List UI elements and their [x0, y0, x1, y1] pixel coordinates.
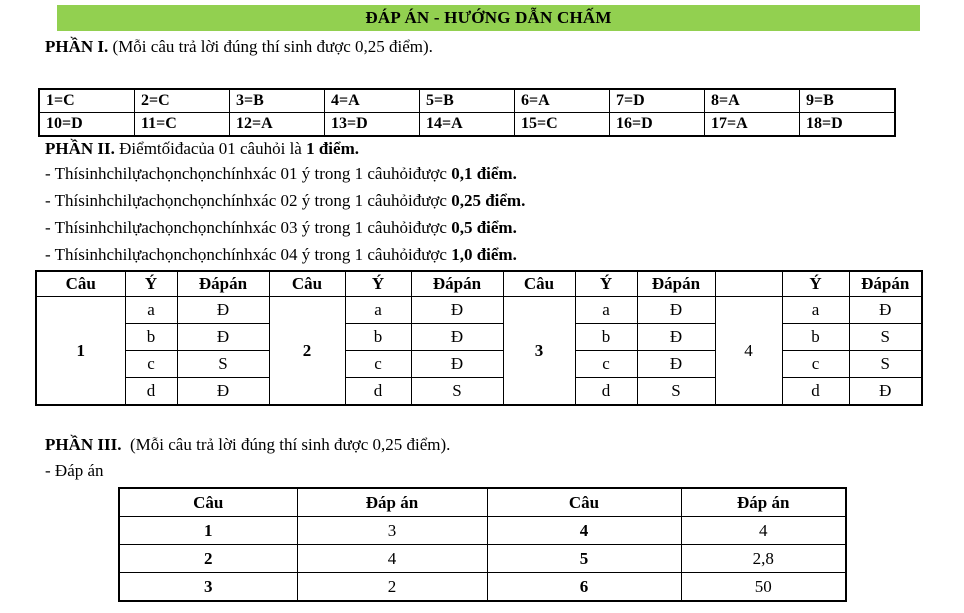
p2-q4-answer-a: Đ	[849, 297, 922, 324]
table-row	[36, 351, 922, 378]
p1-answer-cell: 4=A	[325, 89, 420, 113]
p2-header-cau: Câu	[503, 271, 575, 297]
p3-header-cau: Câu	[487, 488, 681, 517]
part3-dapan-line: - Đáp án	[45, 461, 104, 480]
p2-header-y: Ý	[782, 271, 849, 297]
part1-heading-note: (Mỗi câu trả lời đúng thí sinh được 0,25 điểm).	[108, 37, 433, 56]
p2-q1-item-b: b	[125, 324, 177, 351]
p2-header-cau: Câu	[36, 271, 125, 297]
rule-points: 0,25 điểm.	[451, 191, 526, 210]
p1-answer-cell: 1=C	[39, 89, 135, 113]
rule-points: 0,1 điểm.	[451, 164, 517, 183]
p3-q-answer: 4	[681, 517, 846, 545]
p2-q4-item-b: b	[782, 324, 849, 351]
p2-q3-item-b: b	[575, 324, 637, 351]
p3-q-answer: 50	[681, 573, 846, 602]
p2-q3-item-d: d	[575, 378, 637, 406]
p2-header-dapan: Đápán	[411, 271, 503, 297]
part1-answers-table	[38, 88, 896, 137]
table-header-row	[36, 271, 922, 297]
p2-header-y: Ý	[125, 271, 177, 297]
rule-points: 0,5 điểm.	[451, 218, 517, 237]
p3-q-number: 3	[119, 573, 297, 602]
rule-text: - Thísinhchilựachọnchọnchínhxác 04 ý trong 1 câuhỏiđược	[45, 245, 452, 264]
p3-q-answer: 3	[297, 517, 487, 545]
p2-q3-item-a: a	[575, 297, 637, 324]
p3-q-answer: 2	[297, 573, 487, 602]
p2-q1-item-c: c	[125, 351, 177, 378]
part2-rule-4	[45, 245, 517, 265]
p2-q4-answer-d: Đ	[849, 378, 922, 406]
p1-answer-cell: 6=A	[515, 89, 610, 113]
p3-q-number: 2	[119, 545, 297, 573]
p2-q1-answer-c: S	[177, 351, 269, 378]
table-header-row	[119, 488, 846, 517]
p2-q2-answer-a: Đ	[411, 297, 503, 324]
p2-q3-answer-a: Đ	[637, 297, 715, 324]
p1-answer-cell: 5=B	[420, 89, 515, 113]
p2-header-empty	[715, 271, 782, 297]
p2-q3-answer-b: Đ	[637, 324, 715, 351]
p2-q2-answer-b: Đ	[411, 324, 503, 351]
p1-answer-cell: 10=D	[39, 113, 135, 137]
p2-q2-answer-d: S	[411, 378, 503, 406]
p1-answer-cell: 12=A	[230, 113, 325, 137]
table-row	[119, 573, 846, 602]
rule-text: - Thísinhchilựachọnchọnchínhxác 01 ý trong 1 câuhỏiđược	[45, 164, 452, 183]
p2-q4-item-d: d	[782, 378, 849, 406]
p2-q1-item-d: d	[125, 378, 177, 406]
rule-text: - Thísinhchilựachọnchọnchínhxác 02 ý trong 1 câuhỏiđược	[45, 191, 452, 210]
part2-heading-points: 1 điểm.	[306, 139, 359, 158]
p2-q2-answer-c: Đ	[411, 351, 503, 378]
part2-rule-3	[45, 218, 517, 238]
p2-q1-number: 1	[36, 297, 125, 406]
part2-rule-1	[45, 164, 517, 184]
p2-q2-item-c: c	[345, 351, 411, 378]
p1-answer-cell: 9=B	[800, 89, 896, 113]
p1-answer-cell: 8=A	[705, 89, 800, 113]
table-row	[119, 517, 846, 545]
p2-header-dapan: Đápán	[849, 271, 922, 297]
p3-q-number: 6	[487, 573, 681, 602]
rule-points: 1,0 điểm.	[451, 245, 517, 264]
part3-heading-label: PHẦN III.	[45, 435, 122, 454]
p1-answer-cell: 11=C	[135, 113, 230, 137]
p1-answer-cell: 13=D	[325, 113, 420, 137]
p2-q3-number: 3	[503, 297, 575, 406]
p2-q1-answer-b: Đ	[177, 324, 269, 351]
p2-q4-answer-c: S	[849, 351, 922, 378]
p2-header-cau: Câu	[269, 271, 345, 297]
p2-q4-number: 4	[715, 297, 782, 406]
p3-q-answer: 2,8	[681, 545, 846, 573]
p1-answer-cell: 16=D	[610, 113, 705, 137]
p2-q2-item-d: d	[345, 378, 411, 406]
p2-q1-answer-a: Đ	[177, 297, 269, 324]
p1-answer-cell: 18=D	[800, 113, 896, 137]
part2-heading-mid: Điểmtốiđacủa 01 câuhỏi là	[114, 139, 307, 158]
part2-answers-table	[35, 270, 923, 406]
part3-answers-table	[118, 487, 847, 602]
part3-heading	[45, 435, 450, 455]
p2-header-y: Ý	[575, 271, 637, 297]
p1-answer-cell: 7=D	[610, 89, 705, 113]
p1-answer-cell: 15=C	[515, 113, 610, 137]
part2-heading-label: PHẦN II.	[45, 139, 115, 158]
p2-q4-item-c: c	[782, 351, 849, 378]
p2-header-y: Ý	[345, 271, 411, 297]
p3-q-number: 4	[487, 517, 681, 545]
p3-header-dapan: Đáp án	[681, 488, 846, 517]
document-title: ĐÁP ÁN - HƯỚNG DẪN CHẤM	[365, 8, 612, 27]
p2-q4-item-a: a	[782, 297, 849, 324]
part2-rule-2	[45, 191, 525, 211]
p3-header-cau: Câu	[119, 488, 297, 517]
table-row	[36, 297, 922, 324]
p2-header-dapan: Đápán	[177, 271, 269, 297]
rule-text: - Thísinhchilựachọnchọnchínhxác 03 ý trong 1 câuhỏiđược	[45, 218, 452, 237]
table-row	[119, 545, 846, 573]
p3-q-number: 5	[487, 545, 681, 573]
p2-q3-item-c: c	[575, 351, 637, 378]
p2-header-dapan: Đápán	[637, 271, 715, 297]
p1-answer-cell: 14=A	[420, 113, 515, 137]
p1-answer-cell: 2=C	[135, 89, 230, 113]
p3-q-answer: 4	[297, 545, 487, 573]
table-row	[36, 324, 922, 351]
part1-heading	[45, 37, 433, 57]
p2-q2-number: 2	[269, 297, 345, 406]
table-row	[36, 378, 922, 406]
p2-q1-item-a: a	[125, 297, 177, 324]
p2-q3-answer-d: S	[637, 378, 715, 406]
part2-heading	[45, 139, 359, 159]
p2-q2-item-a: a	[345, 297, 411, 324]
p2-q2-item-b: b	[345, 324, 411, 351]
document-title-bar	[57, 5, 920, 31]
p2-q1-answer-d: Đ	[177, 378, 269, 406]
p2-q3-answer-c: Đ	[637, 351, 715, 378]
part1-heading-label: PHẦN I.	[45, 37, 109, 56]
p3-header-dapan: Đáp án	[297, 488, 487, 517]
part3-heading-note: (Mỗi câu trả lời đúng thí sinh được 0,25 điểm).	[125, 435, 451, 454]
table-row	[39, 113, 895, 137]
p3-q-number: 1	[119, 517, 297, 545]
table-row	[39, 89, 895, 113]
p1-answer-cell: 17=A	[705, 113, 800, 137]
p1-answer-cell: 3=B	[230, 89, 325, 113]
p2-q4-answer-b: S	[849, 324, 922, 351]
